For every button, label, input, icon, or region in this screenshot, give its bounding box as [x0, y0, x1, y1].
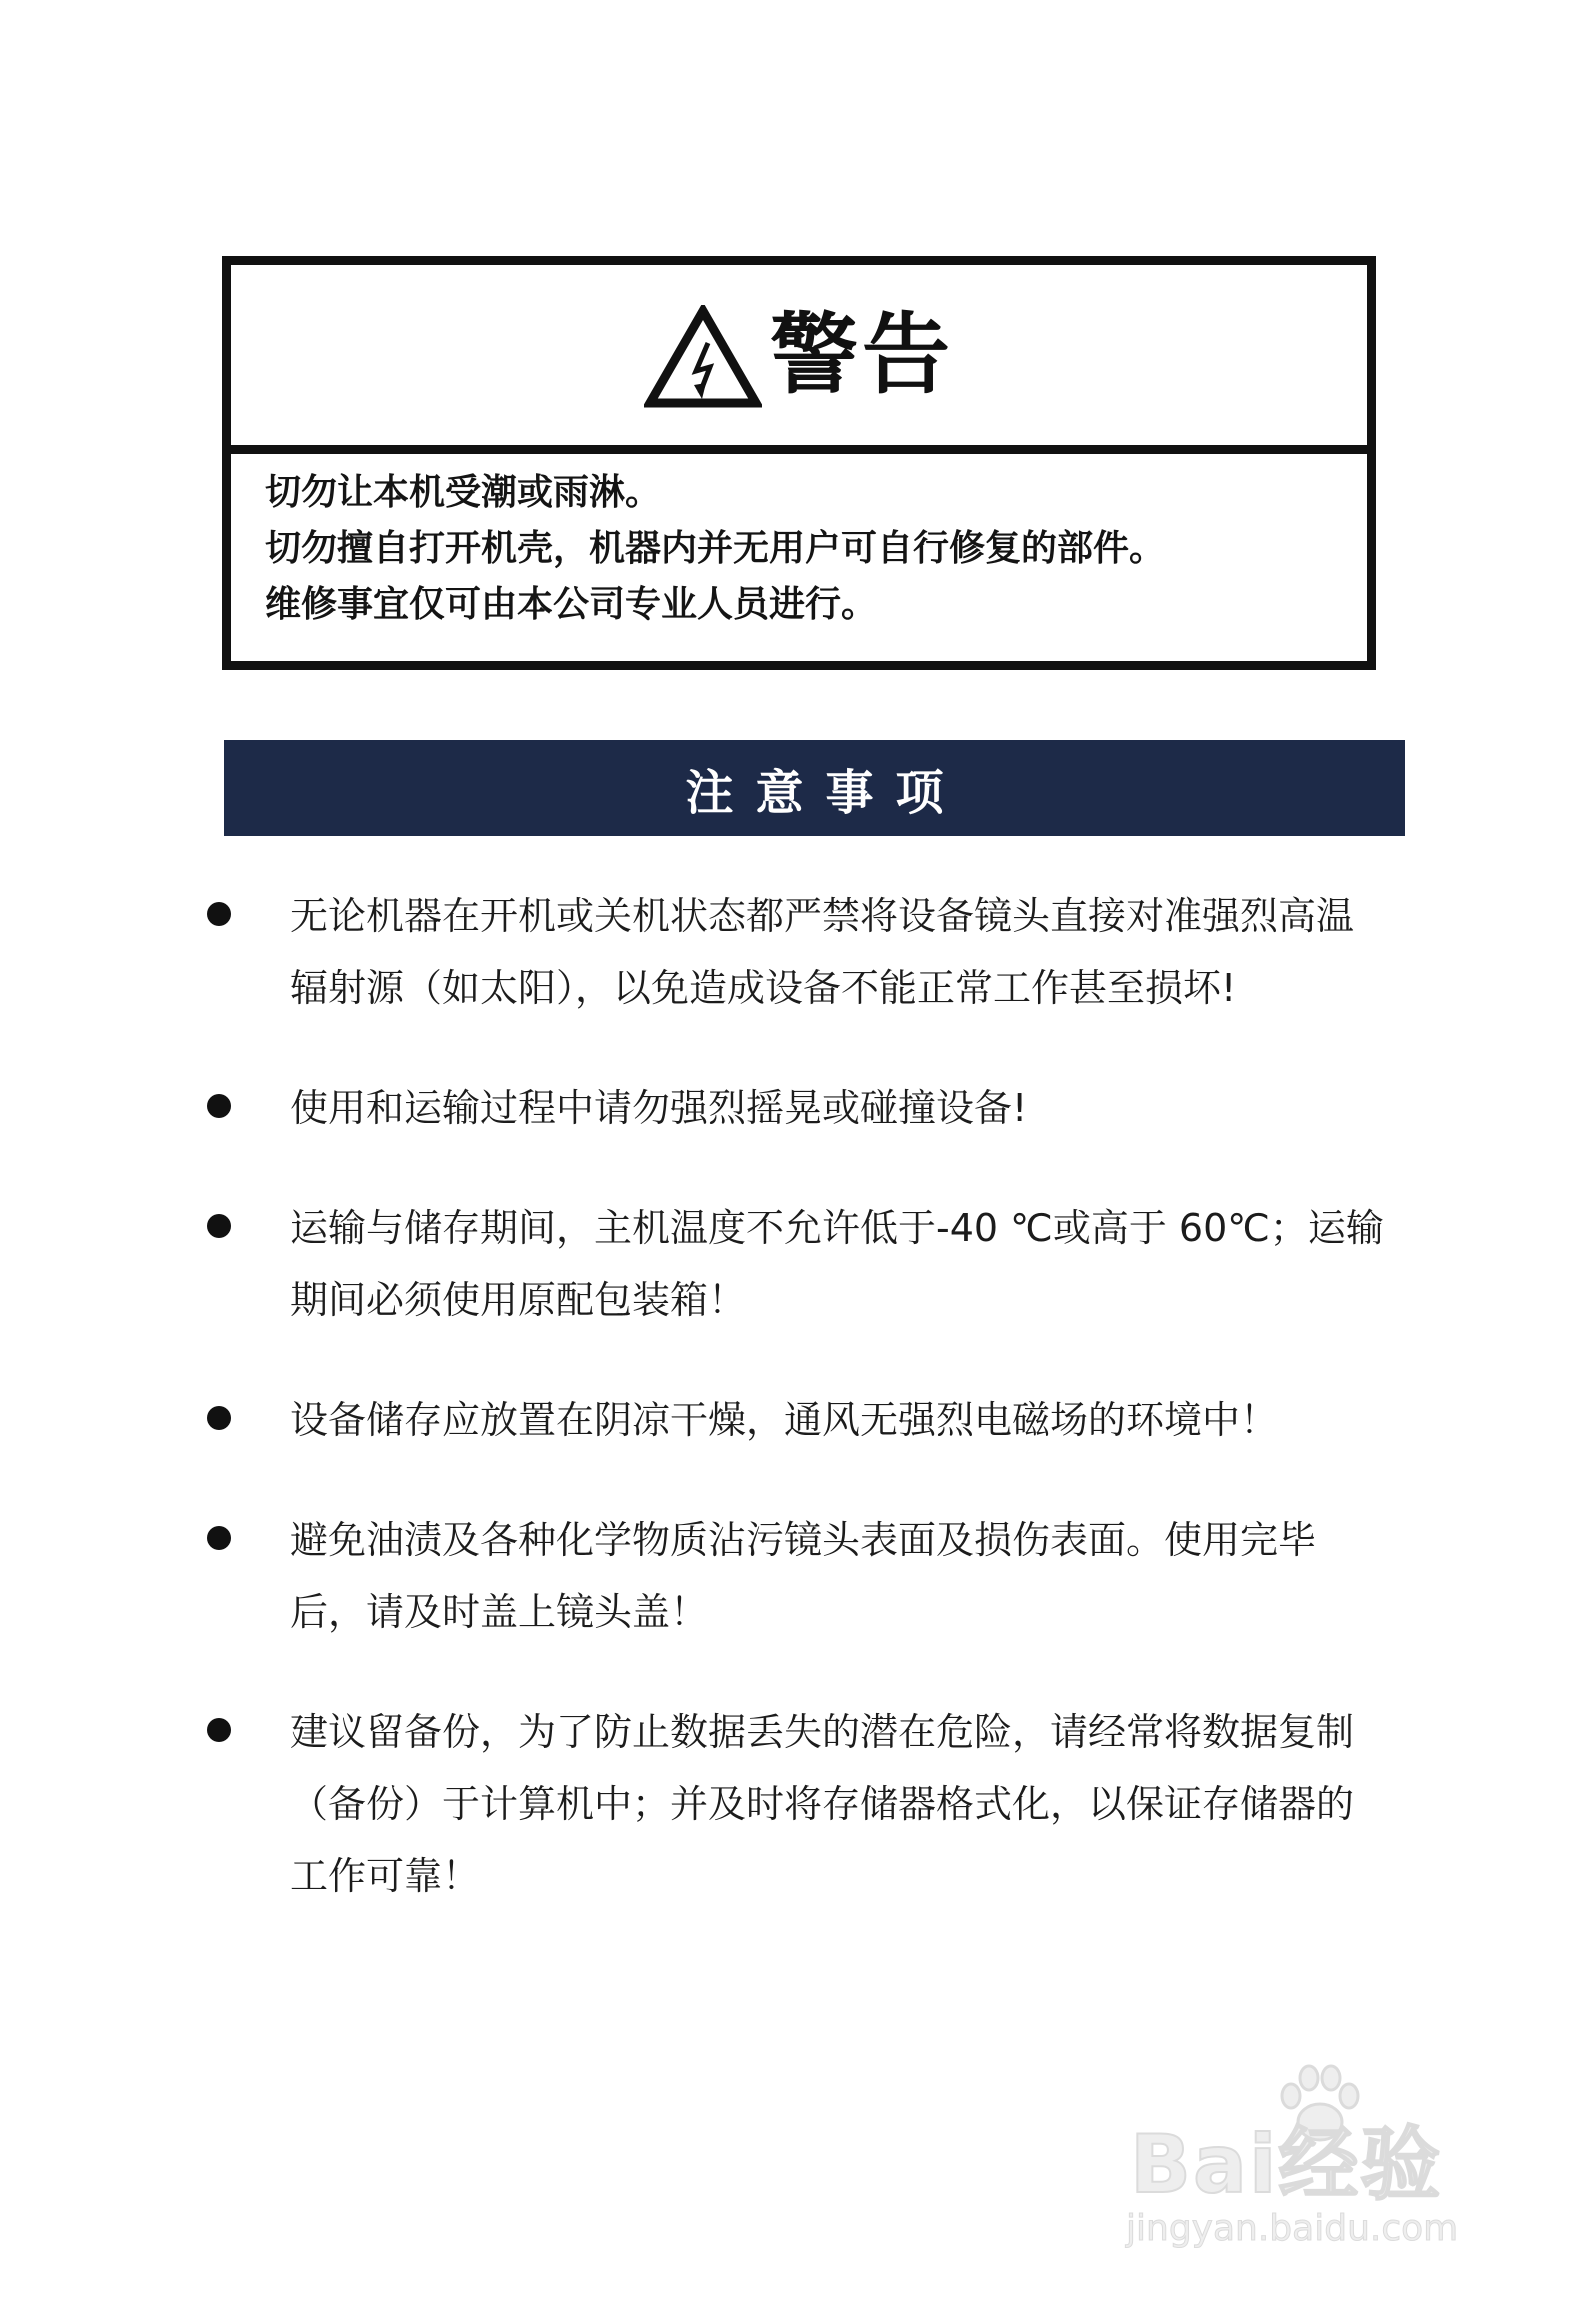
- list-item-text: 运输与储存期间，主机温度不允许低于-40 ℃或高于 60℃；运输期间必须使用原配包装箱！: [290, 1206, 1384, 1322]
- warning-line: 维修事宜仅可由本公司专业人员进行。: [265, 584, 878, 625]
- warning-box: [222, 256, 1376, 670]
- watermark-url: jingyan.baidu.com: [1126, 2208, 1459, 2249]
- list-item-text: 设备储存应放置在阴凉干燥，通风无强烈电磁场的环境中！: [290, 1398, 1279, 1442]
- notice-list: [200, 880, 1400, 1960]
- bullet-icon: [207, 902, 231, 926]
- high-voltage-warning-icon: [644, 305, 762, 409]
- list-item: [200, 1504, 1400, 1648]
- warning-line: 切勿擅自打开机壳，机器内并无用户可自行修复的部件。: [265, 528, 1166, 569]
- warning-body: [265, 465, 1347, 633]
- list-item-text: 无论机器在开机或关机状态都严禁将设备镜头直接对准强烈高温辐射源（如太阳），以免造成设备不能正常工作甚至损坏!: [290, 894, 1355, 1010]
- list-item-text: 建议留备份，为了防止数据丢失的潜在危险，请经常将数据复制（备份）于计算机中；并及时将存储器格式化，以保证存储器的工作可靠！: [290, 1710, 1355, 1898]
- bullet-icon: [207, 1406, 231, 1430]
- bullet-icon: [207, 1526, 231, 1550]
- baidu-watermark: [1120, 2060, 1520, 2260]
- warning-line: 切勿让本机受潮或雨淋。: [265, 472, 662, 513]
- list-item: [200, 1696, 1400, 1912]
- warning-title: 警告: [769, 303, 954, 406]
- notice-title: 注意事项: [685, 764, 966, 821]
- bullet-icon: [207, 1214, 231, 1238]
- bullet-icon: [207, 1094, 231, 1118]
- watermark-logo: Bai经验: [1130, 2118, 1443, 2211]
- list-item-text: 避免油渍及各种化学物质沾污镜头表面及损伤表面。使用完毕后，请及时盖上镜头盖！: [290, 1518, 1317, 1634]
- list-item: [200, 880, 1400, 1024]
- list-item: [200, 1192, 1400, 1336]
- list-item: [200, 1072, 1400, 1144]
- list-item: [200, 1384, 1400, 1456]
- bullet-icon: [207, 1718, 231, 1742]
- list-item-text: 使用和运输过程中请勿强烈摇晃或碰撞设备!: [290, 1086, 1028, 1130]
- warning-header: [231, 265, 1367, 454]
- notice-header-bar: [224, 740, 1405, 836]
